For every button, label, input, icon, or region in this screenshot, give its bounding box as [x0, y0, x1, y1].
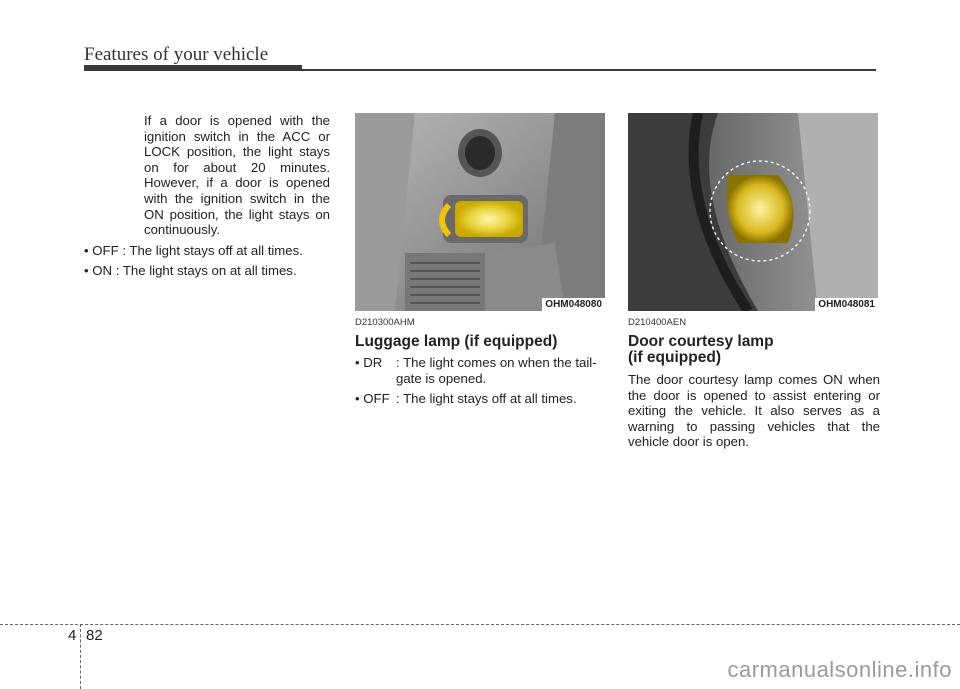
courtesy-lamp-illustration — [628, 113, 878, 311]
courtesy-lamp-figure — [628, 113, 878, 311]
luggage-lamp-illustration — [355, 113, 605, 311]
item-term: • OFF — [355, 391, 390, 407]
list-item-off — [355, 391, 607, 407]
item-term: • DR — [355, 355, 383, 370]
watermark: carmanualsonline.info — [727, 657, 952, 682]
bullet-term: • OFF — [84, 242, 119, 258]
luggage-lamp-list — [355, 355, 607, 407]
courtesy-lamp-section — [628, 317, 880, 450]
footer-divider — [80, 624, 81, 689]
header-rule — [302, 69, 876, 71]
continuation-paragraph: If a door is opened with the ignition switch in the ACC or LOCK position, the light stays on for about 20 minutes. However, if a door is opened with the ignition switch in the ON position, the light stays on continuously. — [144, 113, 330, 238]
figure-code: OHM048080 — [542, 298, 605, 311]
heading-line-1: Door courtesy lamp — [628, 333, 774, 350]
list-item-dr — [355, 355, 607, 386]
section-heading — [628, 334, 880, 366]
bullet-term: • ON — [84, 263, 113, 279]
item-desc: : The light stays off at all times. — [396, 391, 577, 407]
luggage-lamp-section — [355, 317, 607, 407]
bullet-desc: : The light stays on at all times. — [115, 263, 297, 279]
heading-line-2: (if equipped) — [628, 349, 721, 366]
luggage-lamp-figure — [355, 113, 605, 311]
section-number: 4 — [68, 627, 77, 644]
section-body: The door courtesy lamp comes ON when the door is opened to assist entering or exiting the vehicle. It also serves as a warning to passing vehicles that the vehicle door is open. — [628, 372, 880, 450]
item-desc: : The light comes on when the tail-gate is opened. — [396, 355, 597, 386]
page-header-title: Features of your vehicle — [84, 44, 269, 65]
left-column — [84, 113, 330, 279]
bullet-desc: : The light stays off at all times. — [122, 242, 303, 258]
page-number: 82 — [86, 627, 103, 644]
section-code: D210400AEN — [628, 317, 687, 328]
footer-rule — [0, 624, 960, 625]
section-code: D210300AHM — [355, 317, 415, 328]
section-heading: Luggage lamp (if equipped) — [355, 333, 558, 350]
bullet-on — [84, 263, 330, 279]
figure-code: OHM048081 — [815, 298, 878, 311]
bullet-off — [84, 243, 330, 259]
header-bar — [84, 65, 302, 71]
